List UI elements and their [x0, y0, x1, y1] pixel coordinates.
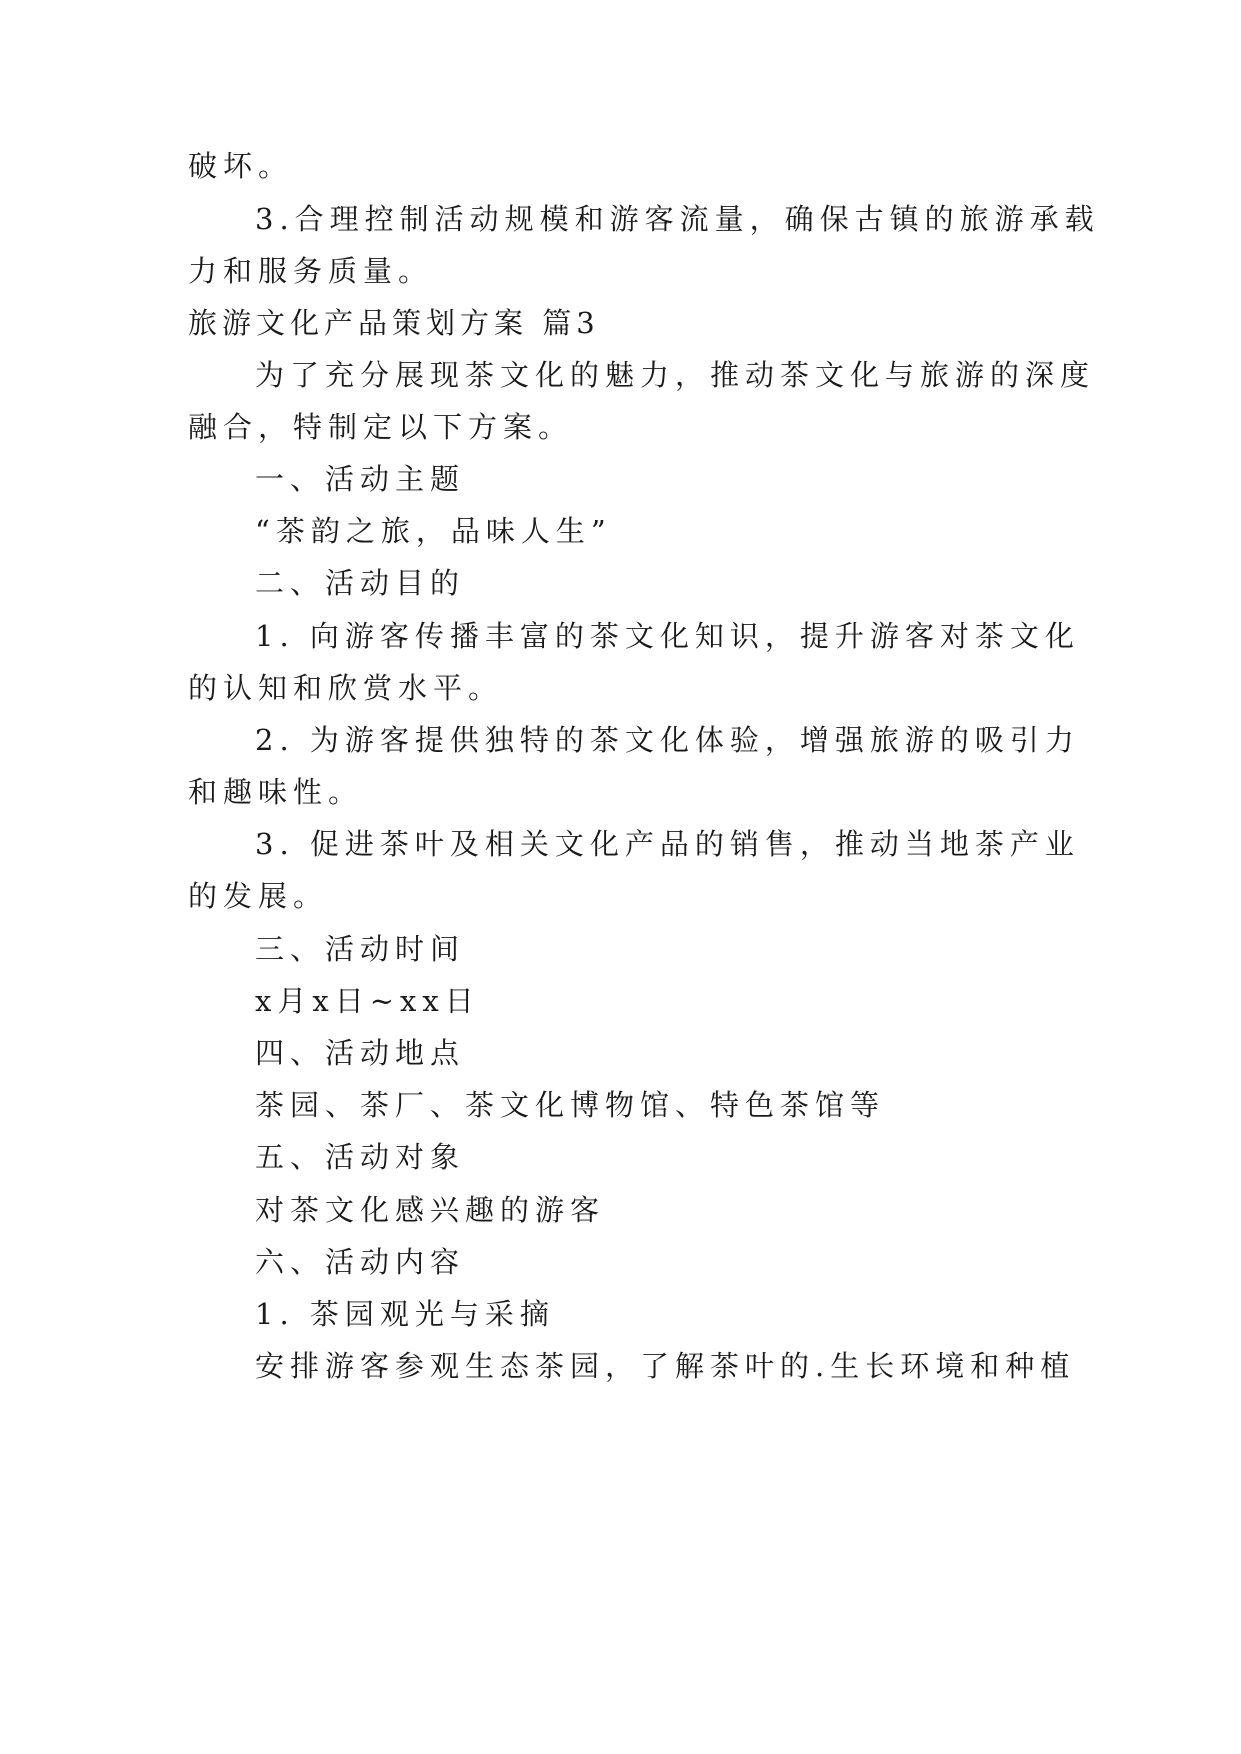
- text-line: 1. 茶园观光与采摘: [255, 1297, 555, 1331]
- text-line: 破坏。: [188, 149, 294, 183]
- text-line: 和趣味性。: [188, 775, 364, 809]
- text-line: 安排游客参观生态茶园，了解茶叶的.生长环境和种植: [255, 1349, 1076, 1383]
- text-line: 六、活动内容: [255, 1245, 466, 1279]
- text-line: 3. 促进茶叶及相关文化产品的销售，推动当地茶产业: [255, 827, 1080, 861]
- text-line: x月x日~xx日: [255, 984, 480, 1018]
- text-line: 四、活动地点: [255, 1036, 466, 1070]
- text-line: 为了充分展现茶文化的魅力，推动茶文化与旅游的深度: [255, 358, 1096, 392]
- text-line: 二、活动目的: [255, 566, 466, 600]
- text-line: 三、活动时间: [255, 932, 466, 966]
- section-heading: 旅游文化产品策划方案 篇3: [188, 306, 600, 340]
- text-line: 2. 为游客提供独特的茶文化体验，增强旅游的吸引力: [255, 723, 1080, 757]
- text-line: 五、活动对象: [255, 1140, 466, 1174]
- text-line: 一、活动主题: [255, 462, 466, 496]
- text-line: 的发展。: [188, 879, 329, 913]
- text-line: 对茶文化感兴趣的游客: [255, 1193, 606, 1227]
- text-line: 3.合理控制活动规模和游客流量，确保古镇的旅游承载: [255, 202, 1100, 236]
- text-line: 力和服务质量。: [188, 254, 434, 288]
- text-line: 融合，特制定以下方案。: [188, 410, 574, 444]
- text-line: 1. 向游客传播丰富的茶文化知识，提升游客对茶文化: [255, 619, 1080, 653]
- text-line: “茶韵之旅，品味人生”: [255, 514, 612, 548]
- text-line: 茶园、茶厂、茶文化博物馆、特色茶馆等: [255, 1088, 886, 1122]
- text-line: 的认知和欣赏水平。: [188, 671, 504, 705]
